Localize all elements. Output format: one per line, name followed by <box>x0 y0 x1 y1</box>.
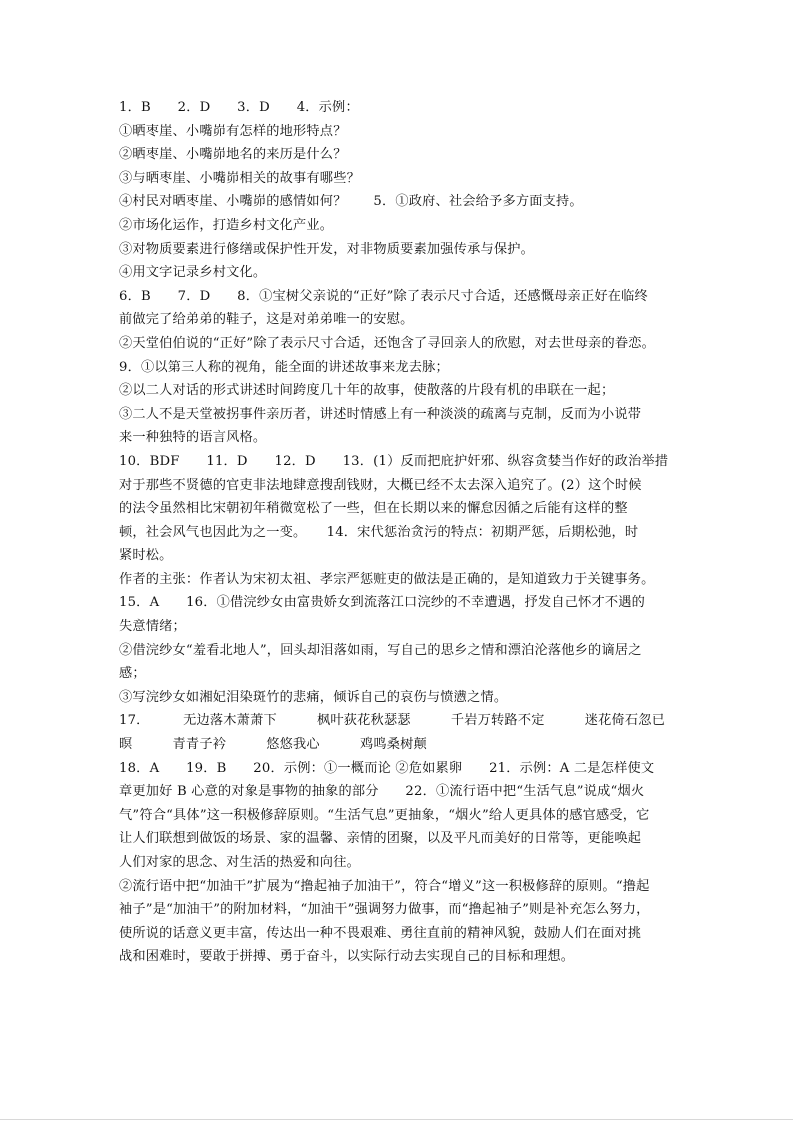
page-bottom-edge <box>0 1119 793 1120</box>
text-line: 感； <box>119 666 146 682</box>
text-line: 10．BDF 11．D 12．D 13．(1）反而把庇护奸邪、纵容贪婪当作好的政治举措 <box>119 453 669 469</box>
text-line: ②晒枣崖、小嘴峁地名的来历是什么？ <box>119 147 347 163</box>
text-line: 暝 青青子衿 悠悠我心 鸡鸣桑树颠 <box>119 737 427 753</box>
text-line: 顿，社会风气也因此为之一变。 14．宋代惩治贪污的特点：初期严惩，后期松弛，时 <box>119 524 639 540</box>
text-line: 来一种独特的语言风格。 <box>119 430 267 446</box>
text-line: ②流行语中把“加油干”扩展为“撸起袖子加油干”，符合“增义”这一积极修辞的原则。“撸起 <box>119 878 650 894</box>
text-line: 袖子”是“加油干”的附加材料，“加油干”强调努力做事，而“撸起袖子”则是补充怎么努力， <box>119 902 650 918</box>
text-line: 作者的主张：作者认为宋初太祖、孝宗严惩赃吏的做法是正确的，是知道致力于关键事务。 <box>119 571 655 587</box>
text-line: 6．B 7．D 8．①宝树父亲说的“正好”除了表示尺寸合适，还感慨母亲正好在临终 <box>119 288 648 304</box>
text-line: 战和困难时，要敢于拼搏、勇于奋斗，以实际行动去实现自己的目标和理想。 <box>119 949 575 965</box>
text-line: ①晒枣崖、小嘴峁有怎样的地形特点？ <box>119 123 347 139</box>
text-line: 让人们联想到做饭的场景、家的温馨、亲情的团聚，以及平凡而美好的日常等，更能唤起 <box>119 831 642 847</box>
text-line: 17． 无边落木萧萧下 枫叶荻花秋瑟瑟 千岩万转路不定 迷花倚石忽已 <box>119 713 666 729</box>
text-line: ②借浣纱女“羞看北地人”，回头却泪落如雨，写自己的思乡之情和漂泊沦落他乡的谪居之 <box>119 642 642 658</box>
text-line: ③写浣纱女如湘妃泪染斑竹的悲痛，倾诉自己的哀伤与愤懑之情。 <box>119 689 508 705</box>
text-line: ②市场化运作，打造乡村文化产业。 <box>119 217 334 233</box>
text-line: 紧时松。 <box>119 548 173 564</box>
text-line: ③与晒枣崖、小嘴峁相关的故事有哪些？ <box>119 170 360 186</box>
text-line: 使所说的话意义更丰富，传达出一种不畏艰难、勇往直前的精神风貌，鼓励人们在面对挑 <box>119 925 642 941</box>
text-line: 9．①以第三人称的视角，能全面的讲述故事来龙去脉； <box>119 359 449 375</box>
text-line: ④用文字记录乡村文化。 <box>119 265 267 281</box>
text-line: 的法令虽然相比宋朝初年稍微宽松了一些，但在长期以来的懈怠因循之后能有这样的整 <box>119 501 628 517</box>
answer-key-text <box>119 96 675 969</box>
text-line: ②天堂伯伯说的“正好”除了表示尺寸合适，还饱含了寻回亲人的欣慰，对去世母亲的眷恋。 <box>119 335 655 351</box>
text-line: 前做完了给弟弟的鞋子，这是对弟弟唯一的安慰。 <box>119 312 414 328</box>
text-line: ③二人不是天堂被拐事件亲历者，讲述时情感上有一种淡淡的疏离与克制，反而为小说带 <box>119 406 642 422</box>
text-line: 1．B 2．D 3．D 4．示例： <box>119 100 359 115</box>
text-line: 失意情绪； <box>119 619 186 635</box>
text-line: ③对物质要素进行修缮或保护性开发，对非物质要素加强传承与保护。 <box>119 241 535 257</box>
text-line: 章更加好 B 心意的对象是事物的抽象的部分 22．①流行语中把“生活气息”说成“烟火 <box>119 784 645 800</box>
text-line: 对于那些不贤德的官吏非法地肆意搜刮钱财，大概已经不太去深入追究了。(2）这个时候 <box>119 477 642 493</box>
text-line: 15．A 16．①借浣纱女由富贵娇女到流落江口浣纱的不幸遭遇，抒发自己怀才不遇的 <box>119 595 646 611</box>
text-line: ④村民对晒枣崖、小嘴峁的感情如何？ 5．①政府、社会给予多方面支持。 <box>119 194 583 210</box>
text-line: ②以二人对话的形式讲述时间跨度几十年的故事，使散落的片段有机的串联在一起； <box>119 383 615 399</box>
text-line: 18．A 19．B 20．示例：①一概而论 ②危如累卵 21．示例：A 二是怎样使文 <box>119 760 655 776</box>
text-line: 气”符合“具体”这一积极修辞原则。“生活气息”更抽象，“烟火”给人更具体的感官感受，它 <box>119 807 650 823</box>
text-line: 人们对家的思念、对生活的热爱和向往。 <box>119 855 360 870</box>
